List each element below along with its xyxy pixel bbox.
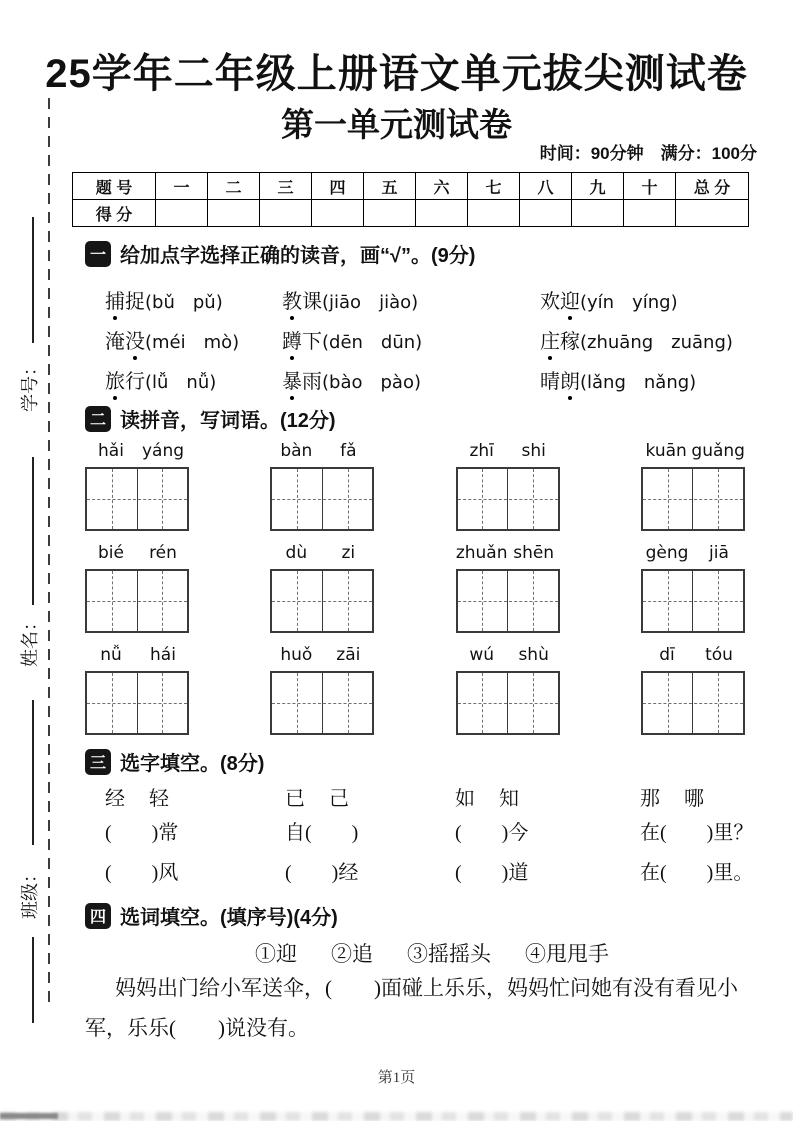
total-score-header: 总 分 [676, 173, 749, 200]
paper-title: 25学年二年级上册语文单元拔尖测试卷 [45, 52, 748, 96]
phrase-item: 晴朗(lǎng nǎng) [540, 365, 763, 394]
word-grid: huǒ zāi [270, 645, 374, 735]
question-sentence-line-1: 妈妈出门给小军送伞，( )面碰上乐乐，妈妈忙问她有没有看见小 [115, 976, 738, 1000]
score-label: 得 分 [73, 200, 156, 227]
writing-boxes [85, 569, 189, 633]
writing-grid-row [85, 645, 745, 735]
writing-boxes [270, 671, 374, 735]
word-grid: dī tóu [641, 645, 745, 735]
writing-grid-row [85, 441, 745, 531]
score-cell [520, 200, 572, 227]
class-label: 班级： [20, 865, 40, 919]
word-options [255, 938, 609, 968]
score-cell [260, 200, 312, 227]
score-cell [208, 200, 260, 227]
choice-column: 经 轻 ( )常 ( )风 [105, 788, 179, 884]
section-title: 读拼音，写词语。(12分) [120, 410, 336, 432]
question-sentence-line-2: 军，乐乐( )说没有。 [85, 1016, 309, 1040]
phrase-item: 教课(jiāo jiào) [282, 285, 540, 314]
section-title: 选词填空。(填序号)(4分) [120, 907, 338, 929]
scan-artifact-strip [0, 1112, 793, 1121]
col-header: 六 [416, 173, 468, 200]
student-id-label: 学号： [20, 358, 40, 412]
score-cell [312, 200, 364, 227]
table-row [73, 173, 749, 200]
question-number-label: 题 号 [73, 173, 156, 200]
unit-subtitle: 第一单元测试卷 [281, 106, 512, 143]
section-2-heading [85, 404, 336, 433]
col-header: 七 [468, 173, 520, 200]
section-title: 给加点字选择正确的读音，画“√”。(9分) [120, 245, 476, 267]
section-number-badge: 二 [85, 406, 111, 432]
fill-in-character-grid [105, 784, 763, 888]
pronunciation-choices [105, 279, 763, 399]
writing-boxes [270, 467, 374, 531]
scan-artifact-corner [0, 1113, 58, 1119]
phrase-item: 庄稼(zhuāng zuāng) [540, 325, 763, 354]
word-grid: zhuǎn shēn [456, 543, 560, 633]
time-score-info: 时间：90分钟 满分：100分 [539, 144, 757, 163]
col-header: 五 [364, 173, 416, 200]
score-cell [416, 200, 468, 227]
phrase-item: 欢迎(yín yíng) [540, 285, 763, 314]
option-item: ③摇摇头 [407, 942, 491, 966]
section-number-badge: 四 [85, 903, 111, 929]
col-header: 二 [208, 173, 260, 200]
student-id-blank-line [32, 217, 34, 343]
word-grid: wú shù [456, 645, 560, 735]
word-grid: bié rén [85, 543, 189, 633]
writing-boxes [456, 569, 560, 633]
choice-column: 如 知 ( )今 ( )道 [455, 788, 529, 884]
choice-column: 已 己 自( ) ( )经 [285, 788, 359, 884]
seal-dashed-line [48, 98, 50, 1010]
section-1-heading [85, 239, 475, 268]
writing-boxes [456, 671, 560, 735]
word-grid: kuān guǎng [641, 441, 745, 531]
page-number: 第1页 [377, 1070, 416, 1086]
writing-boxes [641, 467, 745, 531]
score-cell [676, 200, 749, 227]
score-cell [572, 200, 624, 227]
writing-boxes [270, 569, 374, 633]
phrase-item: 暴雨(bào pào) [282, 365, 540, 394]
section-number-badge: 一 [85, 241, 111, 267]
word-grid: gèng jiā [641, 543, 745, 633]
option-item: ②追 [331, 942, 373, 966]
name-blank-line [32, 457, 34, 605]
writing-boxes [641, 569, 745, 633]
col-header: 四 [312, 173, 364, 200]
writing-boxes [85, 671, 189, 735]
phrase-item: 捕捉(bǔ pǔ) [105, 285, 282, 314]
section-title: 选字填空。(8分) [120, 753, 265, 775]
col-header: 三 [260, 173, 312, 200]
writing-boxes [641, 671, 745, 735]
score-table [72, 172, 749, 227]
word-grid: nǚ hái [85, 645, 189, 735]
score-cell [624, 200, 676, 227]
table-row [73, 200, 749, 227]
writing-boxes [85, 467, 189, 531]
word-grid: bàn fǎ [270, 441, 374, 531]
class-blank-line [32, 700, 34, 845]
col-header: 一 [156, 173, 208, 200]
col-header: 十 [624, 173, 676, 200]
col-header: 八 [520, 173, 572, 200]
word-grid: dù zi [270, 543, 374, 633]
section-3-heading [85, 747, 264, 776]
score-cell [364, 200, 416, 227]
section-4-heading [85, 901, 338, 930]
score-cell [156, 200, 208, 227]
word-grid: zhī shi [456, 441, 560, 531]
phrase-item: 淹没(méi mò) [105, 325, 282, 354]
word-grid: hǎi yáng [85, 441, 189, 531]
phrase-item: 旅行(lǚ nǚ) [105, 365, 282, 394]
class-blank-line-2 [32, 937, 34, 1023]
col-header: 九 [572, 173, 624, 200]
writing-grid-row [85, 543, 745, 633]
writing-boxes [456, 467, 560, 531]
phrase-item: 蹲下(dēn dūn) [282, 325, 540, 354]
score-cell [468, 200, 520, 227]
choice-column: 那 哪 在( )里？ 在( )里。 [640, 788, 754, 884]
option-item: ④甩甩手 [525, 942, 609, 966]
name-label: 姓名： [20, 613, 40, 667]
option-item: ①迎 [255, 942, 297, 966]
section-number-badge: 三 [85, 749, 111, 775]
